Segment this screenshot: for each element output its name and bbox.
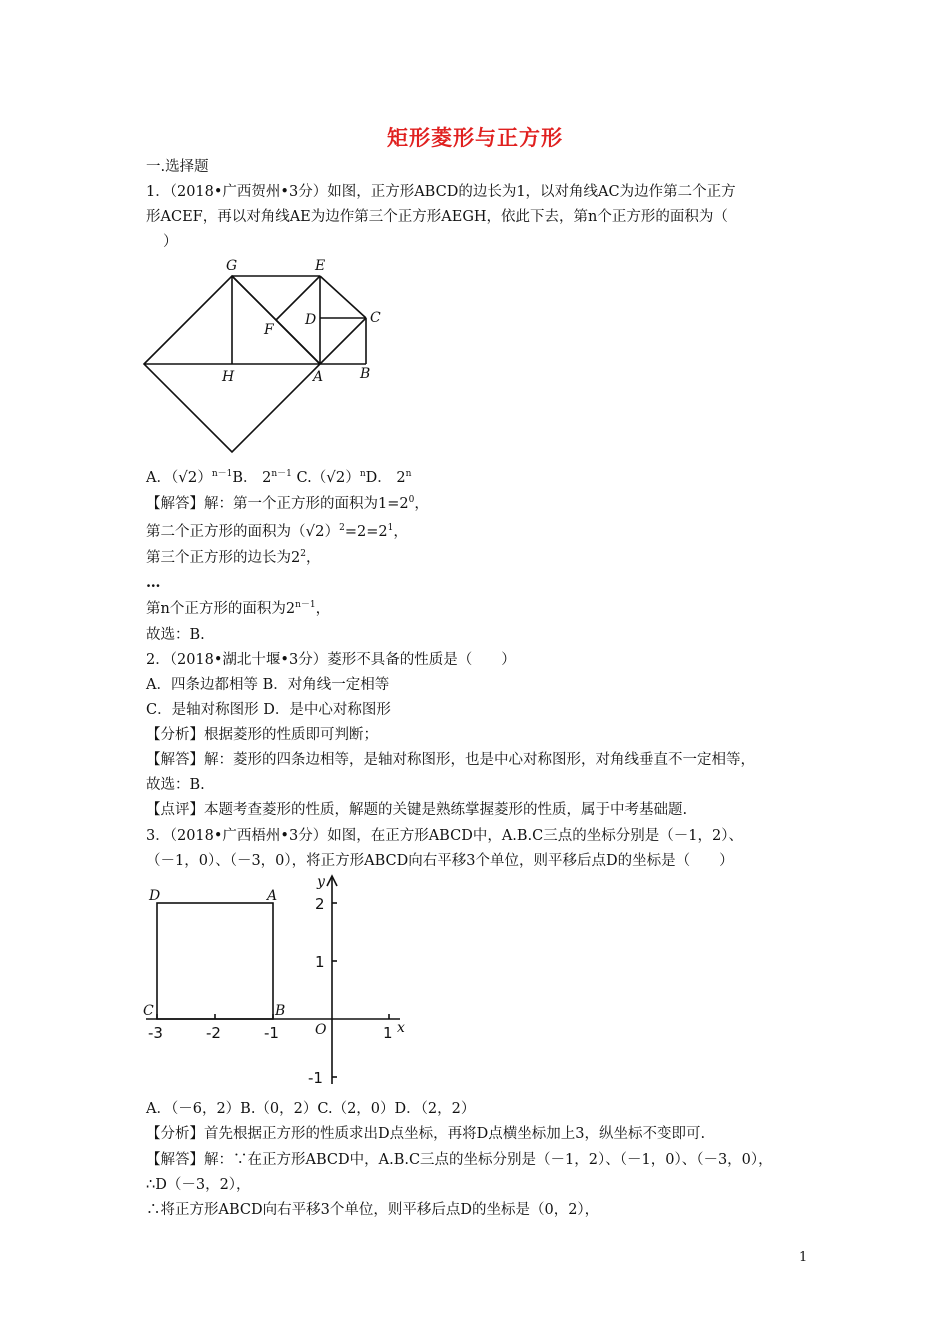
- q3-label-x-axis: x: [397, 1020, 405, 1036]
- q1-answer-1-end: ，: [414, 496, 429, 512]
- q2-analysis: 【分析】根据菱形的性质即可判断；: [146, 727, 378, 743]
- q1-answer-4-text: 第n个正方形的面积为2: [146, 601, 296, 617]
- q1-answer-4-end: ，: [315, 601, 331, 617]
- document-title: 矩形菱形与正方形: [387, 125, 563, 150]
- q3-stem-line-2: （－1，0）、（－3，0），将正方形ABCD向右平移3个单位，则平移后点D的坐标是（ ）: [146, 853, 734, 869]
- q1-option-a-exponent: n－1: [211, 469, 233, 479]
- q1-option-c-prefix: C.（: [291, 470, 327, 486]
- q3-label-y-axis: y: [317, 874, 325, 890]
- q1-label-c: C: [370, 310, 381, 326]
- q3-x-tick-neg1: -1: [264, 1024, 279, 1042]
- q1-answer-line-3: [146, 548, 320, 568]
- q1-option-c-exponent: n: [359, 469, 366, 479]
- q1-label-d: D: [305, 312, 317, 328]
- q1-label-f: F: [264, 322, 274, 338]
- q2-comment: 【点评】本题考查菱形的性质，解题的关键是熟练掌握菱形的性质，属于中考基础题.: [146, 802, 688, 818]
- q1-answer-line-1: [146, 494, 429, 514]
- q2-choice: 故选：B.: [146, 777, 205, 793]
- q3-y-tick-neg1: -1: [308, 1069, 323, 1087]
- q3-label-d: D: [149, 888, 161, 904]
- q3-x-tick-1: 1: [383, 1024, 393, 1042]
- q1-option-c-sqrt: √2: [326, 468, 346, 486]
- q3-stem-line-1: 3．（2018•广西梧州•3分）如图，在正方形ABCD中，A.B.C三点的坐标分别是（－1，2）、: [146, 828, 743, 844]
- q3-analysis: 【分析】首先根据正方形的性质求出D点坐标，再将D点横坐标加上3，纵坐标不变即可.: [146, 1126, 706, 1142]
- q3-x-tick-neg3: -3: [148, 1024, 163, 1042]
- q1-option-d-exponent: n: [405, 469, 412, 479]
- q1-option-a-suffix: ）: [197, 470, 212, 486]
- q1-stem-line-3: ）: [163, 234, 178, 250]
- q1-answer-1-text: 【解答】解：第一个正方形的面积为1=2: [146, 496, 409, 512]
- q3-solution-line-1: 【解答】解：∵在正方形ABCD中，A.B.C三点的坐标分别是（－1，2）、（－1，0）、（－3，0），: [146, 1152, 773, 1168]
- q1-answer-3-text: 第三个正方形的边长为2: [146, 550, 301, 566]
- q1-answer-2-exponent-2: 1: [387, 523, 394, 533]
- q1-answer-line-4: [146, 599, 330, 619]
- q3-label-c: C: [143, 1003, 154, 1019]
- q3-square-abcd: [157, 903, 273, 1019]
- q1-answer-line-2: [146, 521, 408, 542]
- q1-label-e: E: [315, 258, 326, 274]
- q1-option-b-exponent: n－1: [271, 469, 292, 479]
- q1-label-g: G: [226, 258, 238, 274]
- q3-solution-line-3: ∴将正方形ABCD向右平移3个单位，则平移后点D的坐标是（0，2），: [146, 1202, 600, 1218]
- q1-answer-1-exponent: 0: [408, 495, 415, 505]
- section-heading: 一.选择题: [146, 159, 209, 175]
- q1-label-h: H: [222, 369, 235, 385]
- q3-label-origin: O: [315, 1022, 327, 1038]
- q2-options-ab: A．四条边都相等 B．对角线一定相等: [146, 677, 390, 693]
- q2-stem: 2．（2018•湖北十堰•3分）菱形不具备的性质是（ ）: [146, 652, 516, 668]
- q1-answer-2-paren: ）: [324, 524, 340, 540]
- q1-answer-2-exponent-1: 2: [339, 523, 345, 533]
- q1-option-d: D． 2: [365, 470, 406, 486]
- q1-ellipsis: …: [146, 574, 161, 591]
- q3-y-tick-2: 2: [315, 895, 325, 913]
- q3-x-tick-neg2: -2: [206, 1024, 221, 1042]
- q1-answer-3-end: ，: [305, 550, 321, 566]
- q1-stem-line-2: 形ACEF，再以对角线AE为边作第三个正方形AEGH，依此下去，第n个正方形的面积为（: [146, 209, 728, 225]
- q1-stem-line-1: 1．（2018•广西贺州•3分）如图，正方形ABCD的边长为1，以对角线AC为边作第二个正方: [146, 184, 736, 200]
- q3-options: A．（－6，2）B.（0，2）C.（2，0）D．（2，2）: [146, 1101, 476, 1117]
- q3-coordinate-figure: [138, 872, 418, 1090]
- q3-solution-line-2: ∴D（－3，2），: [146, 1177, 251, 1193]
- q1-label-a: A: [313, 369, 324, 385]
- q1-answer-3-exponent: 2: [300, 549, 306, 559]
- q1-option-a-sqrt: √2: [178, 468, 198, 486]
- q3-label-a: A: [267, 888, 278, 904]
- q1-choice: 故选：B.: [146, 627, 205, 643]
- q1-answer-2-sqrt: √2: [305, 522, 325, 540]
- q1-answer-4-exponent: n－1: [295, 600, 316, 610]
- q1-square-figure: [138, 254, 398, 456]
- q1-options: [146, 467, 411, 488]
- page-number: 1: [799, 1250, 808, 1265]
- q1-option-b: B． 2: [232, 470, 272, 486]
- q1-answer-2-end: ，: [393, 524, 408, 540]
- q2-solution: 【解答】解：菱形的四条边相等，是轴对称图形，也是中心对称图形，对角线垂直不一定相等，: [146, 752, 755, 768]
- q1-label-b: B: [360, 366, 371, 382]
- q2-options-cd: C．是轴对称图形 D．是中心对称图形: [146, 702, 391, 718]
- q1-option-c-suffix: ）: [345, 470, 360, 486]
- q1-option-a-prefix: A．（: [146, 470, 179, 486]
- q3-label-b: B: [275, 1003, 286, 1019]
- q1-answer-2-equation: =2=2: [344, 524, 388, 540]
- q1-answer-2-text: 第二个正方形的面积为（: [146, 524, 306, 540]
- q3-y-tick-1: 1: [315, 953, 325, 971]
